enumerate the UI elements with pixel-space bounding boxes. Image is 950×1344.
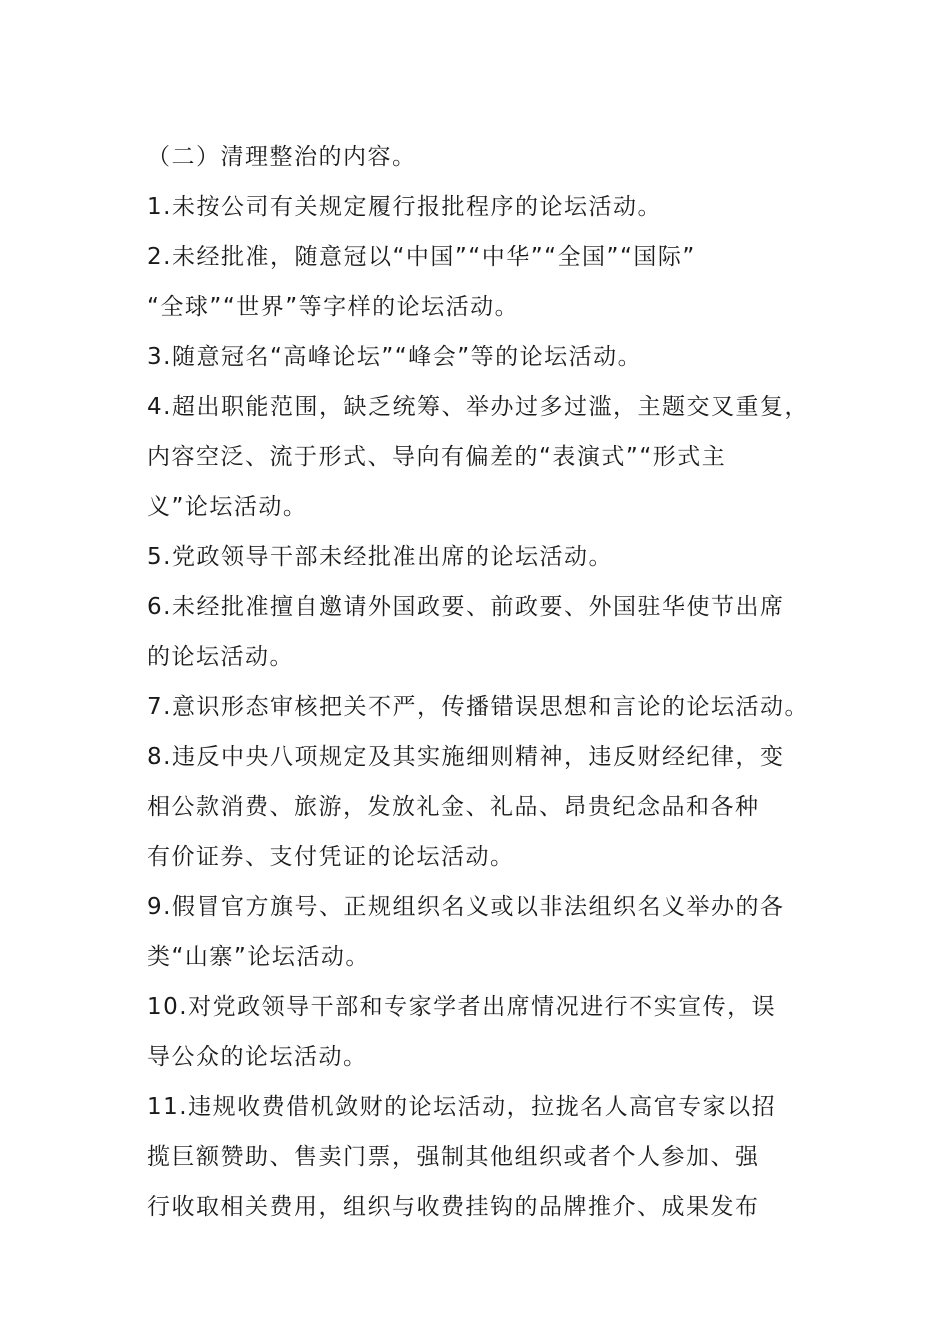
- text-line: 义”论坛活动。: [147, 494, 308, 520]
- text-line: 7.意识形态审核把关不严，传播错误思想和言论的论坛活动。: [147, 694, 809, 720]
- text-line: 类“山寨”论坛活动。: [147, 944, 370, 970]
- text-line: 4.超出职能范围，缺乏统筹、举办过多过滥，主题交叉重复，: [147, 394, 809, 420]
- text-line: 相公款消费、旅游，发放礼金、礼品、昂贵纪念品和各种: [147, 794, 760, 820]
- text-line: 2.未经批准，随意冠以“中国”“中华”“全国”“国际”: [147, 244, 696, 270]
- text-line: 1.未按公司有关规定履行报批程序的论坛活动。: [147, 194, 662, 220]
- text-line: 内容空泛、流于形式、导向有偏差的“表演式”“形式主: [147, 444, 727, 470]
- text-line: “全球”“世界”等字样的论坛活动。: [147, 294, 520, 320]
- text-line: 6.未经批准擅自邀请外国政要、前政要、外国驻华使节出席: [147, 594, 785, 620]
- text-line: 8.违反中央八项规定及其实施细则精神，违反财经纪律，变: [147, 744, 785, 770]
- text-line: 行收取相关费用，组织与收费挂钩的品牌推介、成果发布: [147, 1194, 760, 1220]
- text-line: 9.假冒官方旗号、正规组织名义或以非法组织名义举办的各: [147, 894, 785, 920]
- document-body: [147, 132, 819, 1232]
- text-line: 导公众的论坛活动。: [147, 1044, 368, 1070]
- section-heading: （二）清理整治的内容。: [147, 144, 417, 170]
- text-line: 有价证券、支付凭证的论坛活动。: [147, 844, 515, 870]
- text-line: 11.违规收费借机敛财的论坛活动，拉拢名人高官专家以招: [147, 1094, 777, 1120]
- text-line: 10.对党政领导干部和专家学者出席情况进行不实宣传，误: [147, 994, 777, 1020]
- text-line: 5.党政领导干部未经批准出席的论坛活动。: [147, 544, 613, 570]
- text-line: 揽巨额赞助、售卖门票，强制其他组织或者个人参加、强: [147, 1144, 760, 1170]
- text-line: 3.随意冠名“高峰论坛”“峰会”等的论坛活动。: [147, 344, 643, 370]
- text-line: 的论坛活动。: [147, 644, 294, 670]
